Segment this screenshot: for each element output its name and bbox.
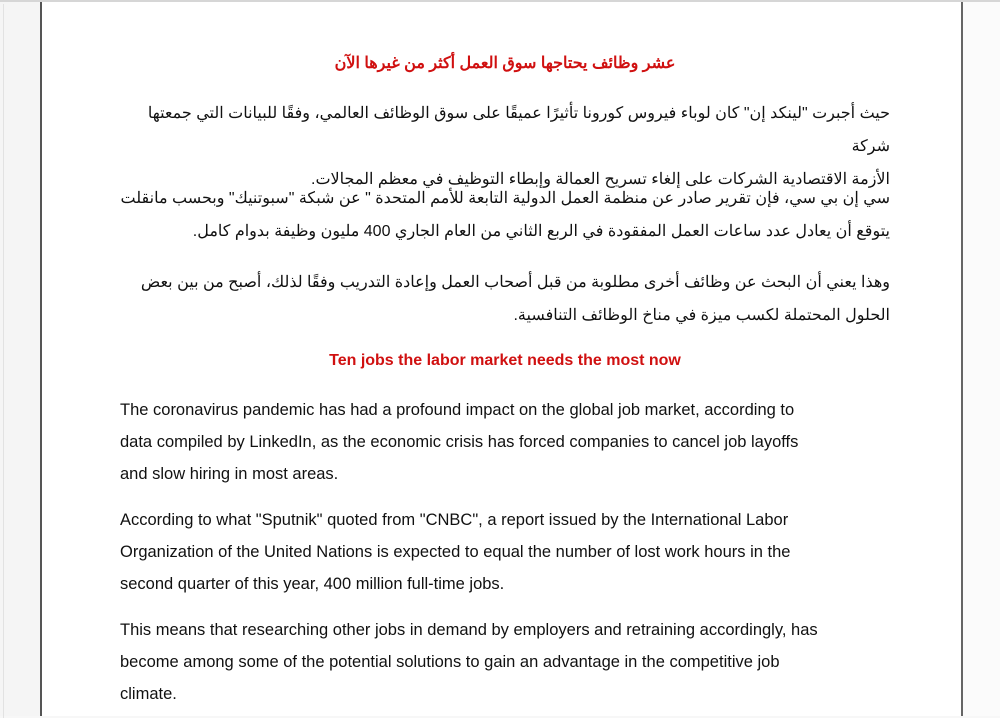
- arabic-paragraph-1-line-1: حيث أجبرت "لينكد إن" كان لوباء فيروس كورونا تأثيرًا عميقًا على سوق الوظائف العالمي، وفقًا للبيانات التي جمعتها شركة: [147, 105, 890, 155]
- arabic-paragraph-2-line-1: سي إن بي سي، فإن تقرير صادر عن منظمة العمل الدولية التابعة للأمم المتحدة " عن شبكة "سبوتنيك" وبحسب مانقلت: [120, 190, 890, 207]
- english-paragraph-3-line-1: This means that researching other jobs in demand by employers and retraining accordingly, has: [120, 621, 818, 639]
- english-paragraph-3-line-2: become among some of the potential solutions to gain an advantage in the competitive job: [120, 653, 780, 671]
- arabic-paragraph-3-line-1: وهذا يعني أن البحث عن وظائف أخرى مطلوبة من قبل أصحاب العمل وإعادة التدريب وفقًا لذلك، أصبح من بين بعض: [140, 274, 890, 291]
- english-paragraph-1: [120, 394, 890, 490]
- english-paragraph-3-line-3: climate.: [120, 685, 177, 703]
- gutter-divider: [3, 4, 4, 718]
- english-title: Ten jobs the labor market needs the most now: [329, 352, 681, 369]
- english-paragraph-2: [120, 504, 890, 600]
- right-gutter: [963, 2, 1000, 716]
- english-paragraph-3: [120, 614, 890, 710]
- arabic-paragraph-2-line-2: يتوقع أن يعادل عدد ساعات العمل المفقودة في الربع الثاني من العام الجاري 400 مليون وظيفة بدوام كامل.: [192, 223, 890, 240]
- english-paragraph-2-line-2: Organization of the United Nations is expected to equal the number of lost work hours in the: [120, 543, 791, 561]
- english-paragraph-1-line-1: The coronavirus pandemic has had a profound impact on the global job market, according to: [120, 401, 795, 419]
- arabic-paragraph-2: [120, 182, 890, 248]
- english-paragraph-1-line-3: and slow hiring in most areas.: [120, 465, 339, 483]
- arabic-title: عشر وظائف يحتاجها سوق العمل أكثر من غيرها الآن: [334, 55, 676, 72]
- english-paragraph-1-line-2: data compiled by LinkedIn, as the economic crisis has forced companies to cancel job layoffs: [120, 433, 799, 451]
- english-paragraph-2-line-1: According to what "Sputnik" quoted from "CNBC", a report issued by the International Labor: [120, 511, 789, 529]
- document-page: [40, 2, 963, 716]
- english-paragraph-2-line-3: second quarter of this year, 400 million full-time jobs.: [120, 575, 505, 593]
- arabic-paragraph-1-line-2: الأزمة الاقتصادية الشركات على إلغاء تسريح العمالة وإبطاء التوظيف في معظم المجالات.: [311, 171, 890, 188]
- arabic-paragraph-3: [120, 266, 890, 332]
- arabic-paragraph-3-line-2: الحلول المحتملة لكسب ميزة في مناخ الوظائف التنافسية.: [513, 307, 890, 324]
- left-gutter: [0, 2, 40, 716]
